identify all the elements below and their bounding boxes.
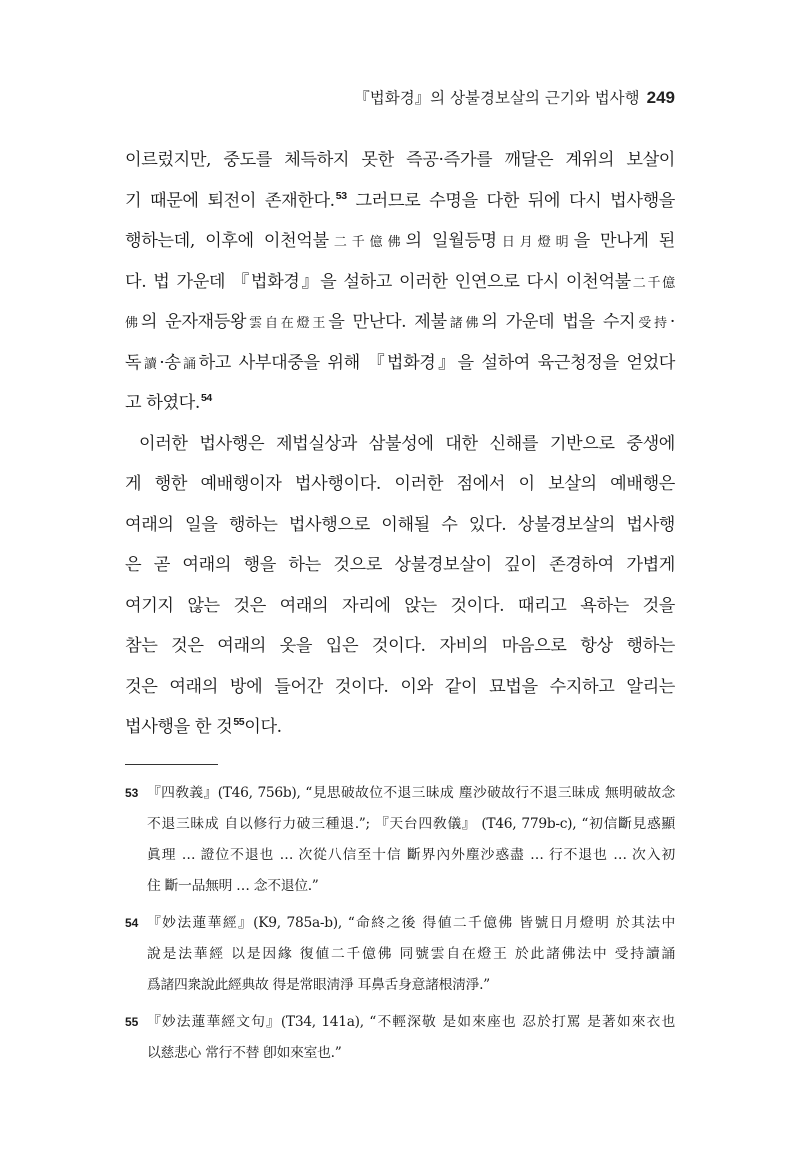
body-text-run: 기 때문에 퇴전이 존재한다. [125,190,335,211]
body-text-run: 을 만난다. 제불 [328,312,447,332]
hanja-gloss: 諸佛 [446,316,482,331]
body-text [125,140,675,748]
body-line [125,302,675,343]
body-text-run: · [669,312,675,332]
footnote-line: 『妙法蓮華經文句』(T34, 141a), “不輕深敬 是如來座也 忍於打罵 是著如來衣也 [147,1014,675,1030]
body-line: 참는 것은 여래의 옷을 입은 것이다. 자비의 마음으로 항상 행하는 [125,636,675,656]
body-text-run: 이다. [244,717,282,737]
body-line: 이러한 법사행은 제법실상과 삼불성에 대한 신해를 기반으로 중생에 [139,433,675,454]
body-text-run: 그러므로 수명을 다한 뒤에 다시 법사행을 [346,190,675,211]
running-header [354,86,675,108]
body-line [125,383,675,424]
footnote-line: 以慈悲心 常行不替 卽如來室也.” [147,1045,342,1061]
body-line: 것은 여래의 방에 들어간 것이다. 이와 같이 묘법을 수지하고 알리는 [125,676,675,697]
body-line [125,343,675,384]
body-line: 여기지 않는 것은 여래의 자리에 앉는 것이다. 때리고 욕하는 것을 [125,595,675,616]
page-number: 249 [646,88,675,107]
hanja-gloss: 雲自在燈王 [246,316,329,331]
body-text-run: 하고 사부대중을 위해 『법화경』을 설하여 육근청정을 얻었다 [198,352,675,373]
body-line: 여래의 일을 행하는 법사행으로 이해될 수 있다. 상불경보살의 법사행 [125,514,675,535]
hanja-gloss: 誦 [180,356,199,372]
body-line [125,181,675,222]
body-line [125,707,675,748]
hanja-gloss: 佛 [125,316,141,331]
footnote-ref-55[interactable]: 55 [233,716,245,728]
footnote-line: 爲諸四衆說此經典故 得是常眼淸淨 耳鼻舌身意諸根淸淨.” [147,977,490,993]
body-text-run: ·송 [159,352,181,373]
footnote-divider [125,764,218,765]
footnote-53 [125,778,675,902]
body-text-run: 고 하였다. [125,393,200,413]
body-line [125,221,675,262]
hanja-gloss: 二千億 [630,275,675,291]
hanja-gloss: 二千億佛 [328,235,406,250]
footnote-line: 說是法華經 以是因緣 復値二千億佛 同號雲自在燈王 於此諸佛法中 受持讀誦 [147,946,675,962]
footnote-ref-53[interactable]: 53 [335,189,347,202]
body-text-run: 독 [125,352,142,373]
body-text-run: 을 만나게 된 [573,231,675,251]
footnotes [125,778,675,1069]
body-line [125,262,675,303]
footnote-54 [125,908,675,1001]
body-text-run: 다. 법 가운데 『법화경』을 설하고 이러한 인연으로 다시 이천억불 [125,271,631,292]
footnote-55 [125,1007,675,1069]
body-line: 이르렀지만, 중도를 체득하지 못한 즉공·즉가를 깨달은 계위의 보살이 [125,150,675,170]
body-text-run: 법사행을 한 것 [125,717,233,737]
body-line: 게 행한 예배행이자 법사행이다. 이러한 점에서 이 보살의 예배행은 [125,474,675,494]
running-header-title: 『법화경』의 상불경보살의 근기와 법사행 [354,89,640,107]
body-text-run: 의 일월등명 [405,231,497,251]
body-text-run: 의 운자재등왕 [140,312,247,332]
hanja-gloss: 日月燈明 [496,235,574,250]
footnote-number: 55 [125,1015,139,1029]
footnote-number: 53 [125,786,139,800]
footnote-number: 54 [125,916,139,930]
body-text-run: 행하는데, 이후에 이천억불 [125,231,329,251]
footnote-line: 『妙法蓮華經』(K9, 785a-b), “命終之後 得値二千億佛 皆號日月燈明 於其法中 [147,915,675,931]
footnote-line: 眞理 … 證位不退也 … 次從八信至十信 斷界內外塵沙惑盡 … 行不退也 … 次入初 [147,847,675,863]
hanja-gloss: 受持 [635,316,670,331]
hanja-gloss: 讀 [141,356,160,372]
body-line: 은 곧 여래의 행을 하는 것으로 상불경보살이 깊이 존경하여 가볍게 [125,555,675,575]
footnote-ref-54[interactable]: 54 [200,392,212,404]
body-text-run: 의 가운데 법을 수지 [481,312,636,332]
footnote-line: 『四敎義』(T46, 756b), “見思破故位不退三昧成 塵沙破故行不退三昧成 無明破故念 [147,785,675,801]
footnote-line: 住 斷一品無明 … 念不退位.” [147,878,319,894]
footnote-line: 不退三昧成 自以修行力破三種退.”; 『天台四敎儀』 (T46, 779b-c), “初信斷見惑顯 [147,816,675,832]
